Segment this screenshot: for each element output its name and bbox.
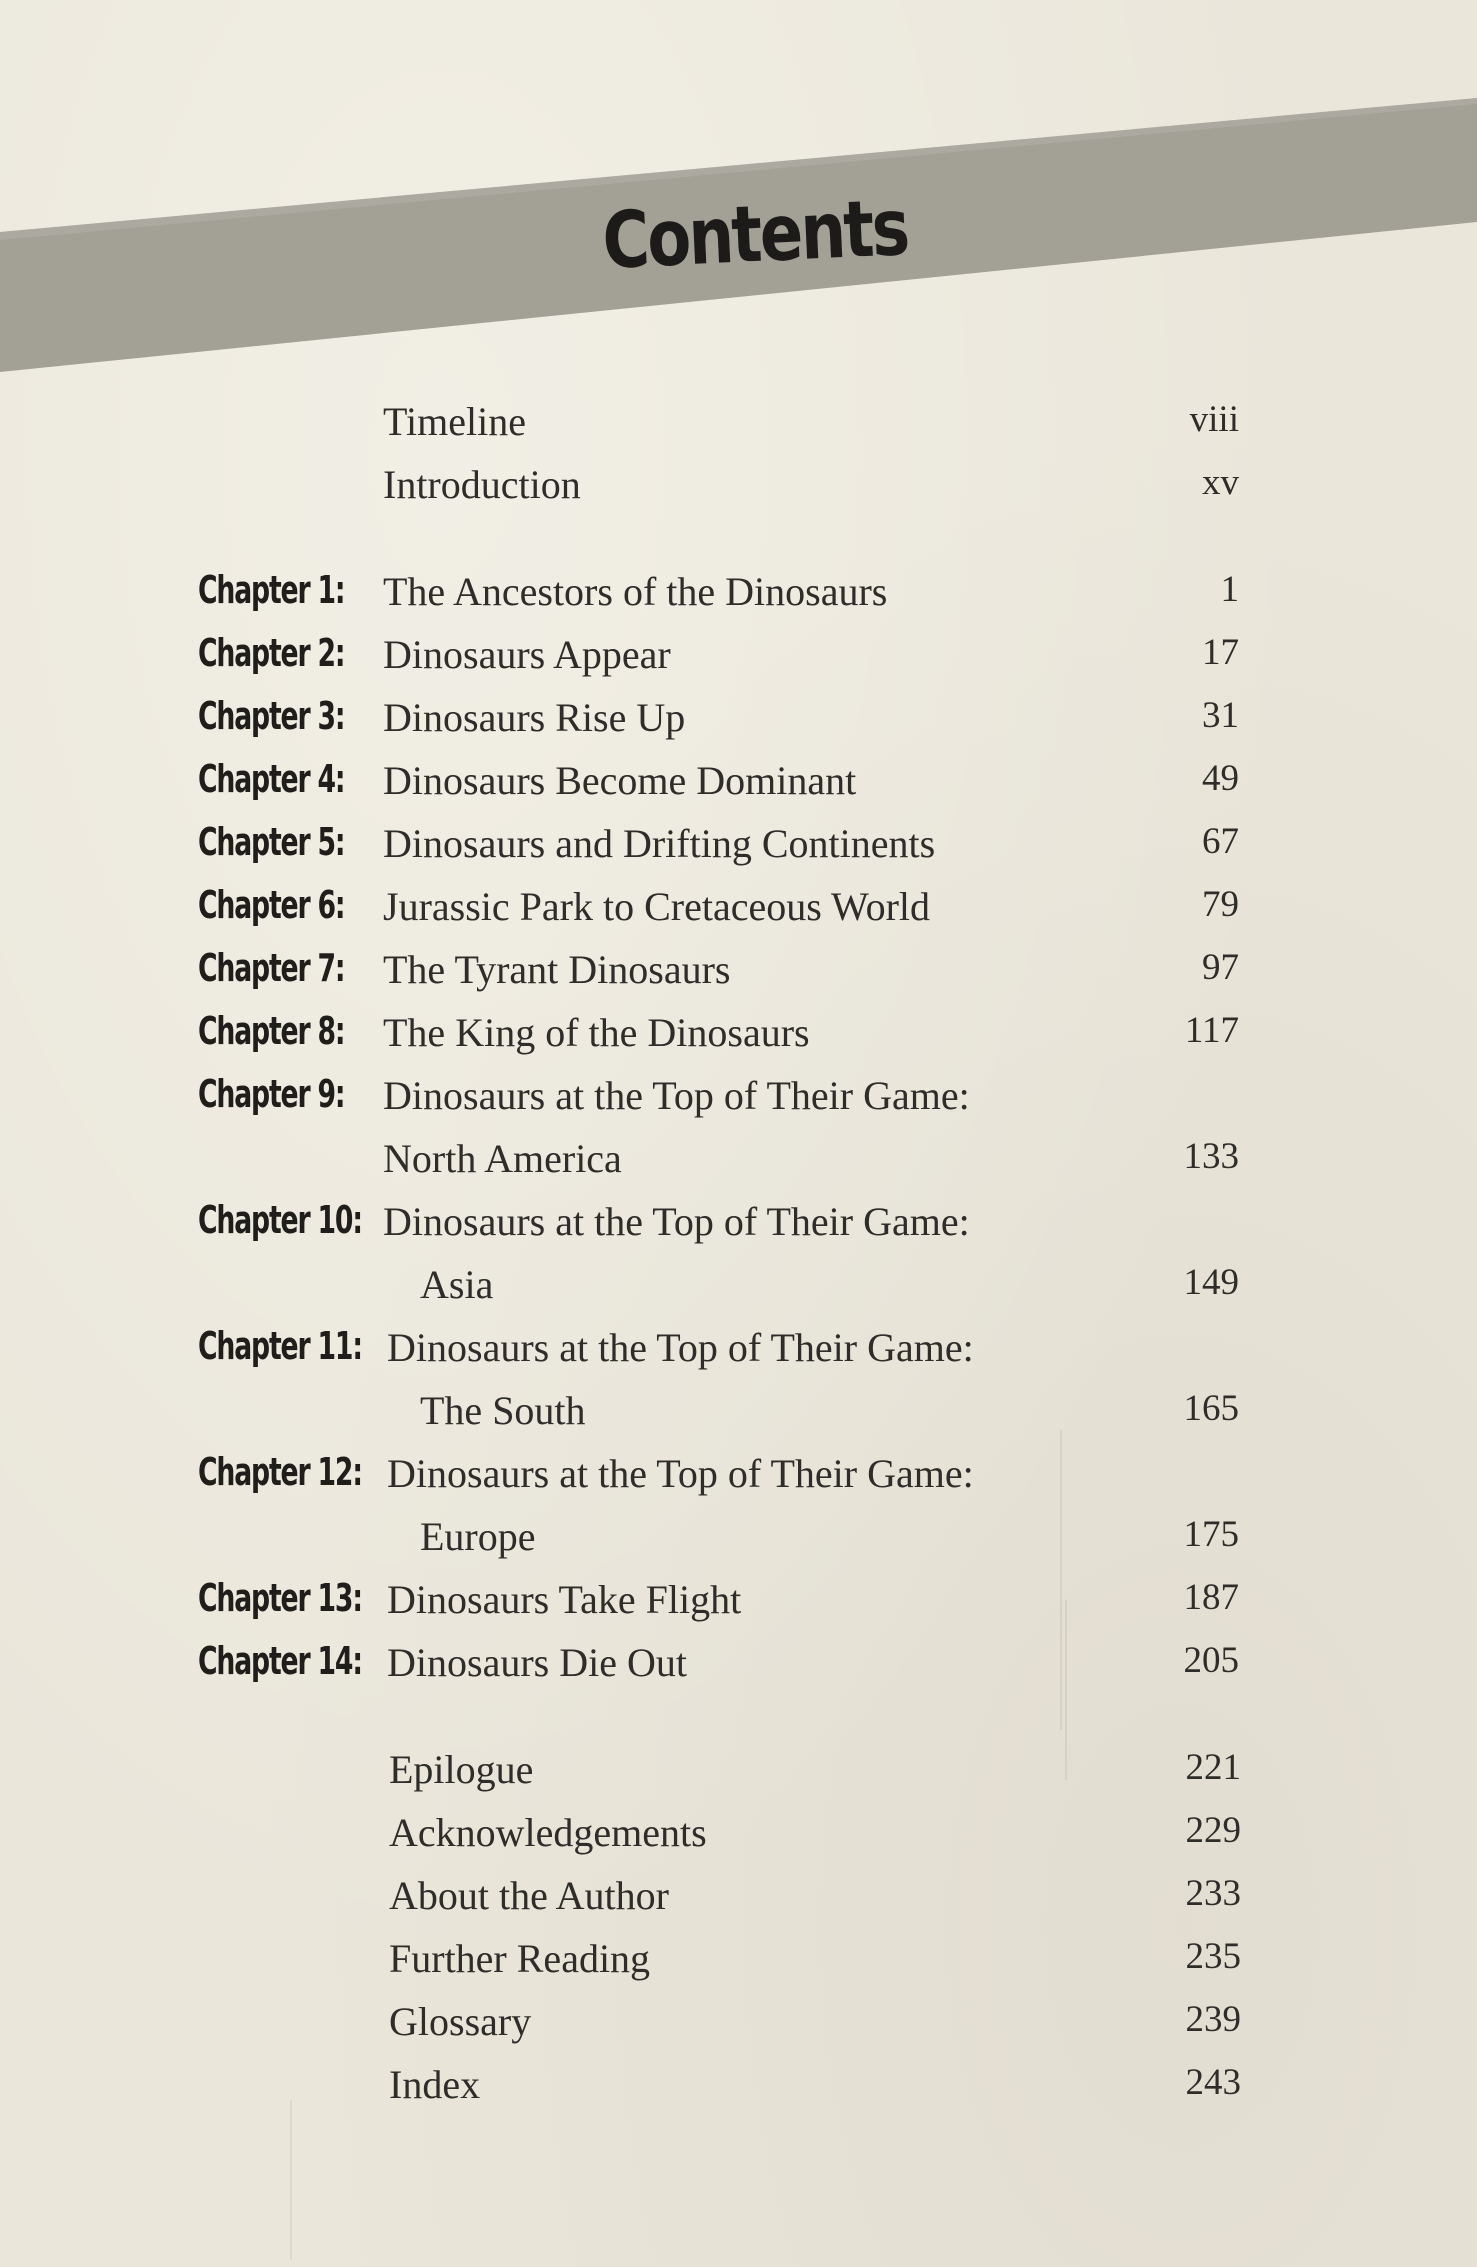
- toc-chapter-3[interactable]: [0, 694, 1477, 754]
- entry-page: 235: [1185, 1936, 1241, 1977]
- toc-chapter-10-continued[interactable]: [0, 1261, 1477, 1321]
- chapter-label: Chapter 4:: [198, 757, 345, 801]
- chapter-label: Chapter 7:: [198, 946, 345, 990]
- chapter-subtitle: Asia: [420, 1262, 494, 1307]
- toc-chapter-13[interactable]: [0, 1576, 1477, 1636]
- toc-entry-epilogue[interactable]: [0, 1746, 1477, 1806]
- chapter-label: Chapter 12:: [198, 1450, 362, 1494]
- toc-entry-glossary[interactable]: [0, 1998, 1477, 2058]
- chapter-page: 205: [1183, 1640, 1239, 1681]
- chapter-title: Dinosaurs at the Top of Their Game:: [383, 1073, 970, 1118]
- entry-page: 229: [1185, 1810, 1241, 1851]
- toc-chapter-12-continued[interactable]: [0, 1513, 1477, 1573]
- chapter-label: Chapter 5:: [198, 820, 345, 864]
- chapter-page: 187: [1183, 1577, 1239, 1618]
- toc-entry-about-the-author[interactable]: [0, 1872, 1477, 1932]
- page-title: Contents: [600, 183, 910, 287]
- chapter-page: 1: [1220, 569, 1239, 610]
- chapter-page: 175: [1183, 1514, 1239, 1555]
- chapter-page: 79: [1202, 884, 1239, 925]
- toc-entry-introduction[interactable]: [0, 461, 1477, 521]
- toc-chapter-4[interactable]: [0, 757, 1477, 817]
- chapter-label: Chapter 10:: [198, 1198, 362, 1242]
- entry-title: Timeline: [383, 399, 526, 444]
- chapter-label: Chapter 14:: [198, 1639, 362, 1683]
- chapter-title: Dinosaurs Take Flight: [387, 1577, 742, 1622]
- chapter-title: Jurassic Park to Cretaceous World: [383, 884, 931, 929]
- toc-chapter-11-continued[interactable]: [0, 1387, 1477, 1447]
- chapter-title: The King of the Dinosaurs: [383, 1010, 810, 1055]
- toc-chapter-2[interactable]: [0, 631, 1477, 691]
- entry-title: Introduction: [383, 462, 581, 507]
- entry-page: 233: [1185, 1873, 1241, 1914]
- chapter-label: Chapter 6:: [198, 883, 345, 927]
- chapter-page: 49: [1202, 758, 1239, 799]
- chapter-page: 149: [1183, 1262, 1239, 1303]
- entry-page: 239: [1185, 1999, 1241, 2040]
- chapter-page: 165: [1183, 1388, 1239, 1429]
- entry-page: xv: [1202, 462, 1239, 503]
- entry-title: Further Reading: [389, 1936, 651, 1981]
- toc-entry-further-reading[interactable]: [0, 1935, 1477, 1995]
- chapter-label: Chapter 8:: [198, 1009, 345, 1053]
- chapter-subtitle: The South: [420, 1388, 586, 1433]
- entry-title: Index: [389, 2062, 481, 2107]
- toc-chapter-14[interactable]: [0, 1639, 1477, 1699]
- chapter-title: Dinosaurs Appear: [383, 632, 671, 677]
- toc-entry-timeline[interactable]: [0, 398, 1477, 458]
- chapter-label: Chapter 2:: [198, 631, 345, 675]
- toc-entry-index[interactable]: [0, 2061, 1477, 2121]
- chapter-page: 67: [1202, 821, 1239, 862]
- chapter-title: Dinosaurs at the Top of Their Game:: [387, 1451, 974, 1496]
- toc-chapter-8[interactable]: [0, 1009, 1477, 1069]
- chapter-page: 31: [1202, 695, 1239, 736]
- toc-chapter-11[interactable]: [0, 1324, 1477, 1384]
- chapter-page: 17: [1202, 632, 1239, 673]
- chapter-title: Dinosaurs at the Top of Their Game:: [387, 1325, 974, 1370]
- chapter-page: 133: [1183, 1136, 1239, 1177]
- chapter-page: 117: [1184, 1010, 1239, 1051]
- toc-chapter-9[interactable]: [0, 1072, 1477, 1132]
- chapter-title: The Ancestors of the Dinosaurs: [383, 569, 888, 614]
- entry-page: 221: [1185, 1747, 1241, 1788]
- toc-chapter-1[interactable]: [0, 568, 1477, 628]
- entry-title: About the Author: [389, 1873, 669, 1918]
- toc-chapter-6[interactable]: [0, 883, 1477, 943]
- toc-chapter-7[interactable]: [0, 946, 1477, 1006]
- toc-chapter-5[interactable]: [0, 820, 1477, 880]
- chapter-label: Chapter 9:: [198, 1072, 345, 1116]
- chapter-title: Dinosaurs Die Out: [387, 1640, 687, 1685]
- chapter-title: Dinosaurs at the Top of Their Game:: [383, 1199, 970, 1244]
- chapter-page: 97: [1202, 947, 1239, 988]
- entry-title: Glossary: [389, 1999, 532, 2044]
- toc-chapter-12[interactable]: [0, 1450, 1477, 1510]
- chapter-label: Chapter 13:: [198, 1576, 362, 1620]
- chapter-subtitle: North America: [383, 1136, 622, 1181]
- entry-title: Epilogue: [389, 1747, 534, 1792]
- chapter-label: Chapter 3:: [198, 694, 345, 738]
- entry-page: viii: [1189, 399, 1239, 440]
- toc-chapter-9-continued[interactable]: [0, 1135, 1477, 1195]
- chapter-title: The Tyrant Dinosaurs: [383, 947, 731, 992]
- chapter-label: Chapter 1:: [198, 568, 345, 612]
- toc-chapter-10[interactable]: [0, 1198, 1477, 1258]
- chapter-subtitle: Europe: [420, 1514, 536, 1559]
- entry-title: Acknowledgements: [389, 1810, 707, 1855]
- toc-entry-acknowledgements[interactable]: [0, 1809, 1477, 1869]
- chapter-title: Dinosaurs and Drifting Continents: [383, 821, 936, 866]
- entry-page: 243: [1185, 2062, 1241, 2103]
- chapter-label: Chapter 11:: [198, 1324, 362, 1368]
- chapter-title: Dinosaurs Become Dominant: [383, 758, 857, 803]
- chapter-title: Dinosaurs Rise Up: [383, 695, 686, 740]
